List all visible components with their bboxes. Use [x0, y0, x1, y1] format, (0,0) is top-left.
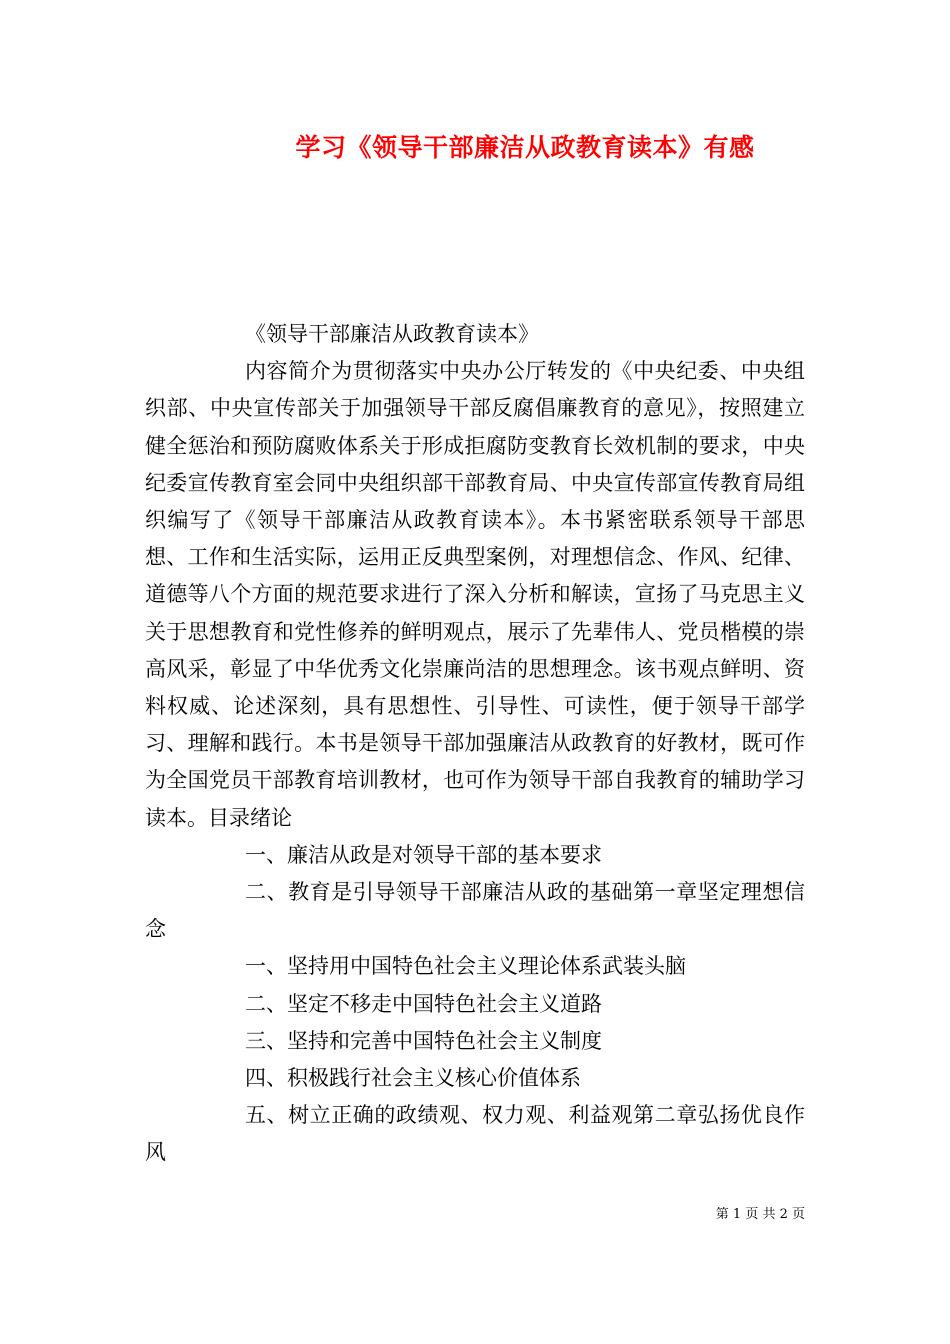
paragraph-book-title: 《领导干部廉洁从政教育读本》 — [245, 322, 539, 346]
toc-item: 三、坚持和完善中国特色社会主义制度 — [245, 1028, 602, 1053]
document-title: 学习《领导干部廉洁从政教育读本》有感 — [295, 133, 755, 162]
toc-item: 四、积极践行社会主义核心价值体系 — [245, 1066, 581, 1091]
page-number-footer: 第 1 页 共 2 页 — [715, 1207, 805, 1222]
toc-item: 一、廉洁从政是对领导干部的基本要求 — [245, 842, 602, 867]
document-body — [145, 316, 805, 1172]
toc-item: 二、坚定不移走中国特色社会主义道路 — [245, 991, 602, 1016]
paragraph-introduction: 内容简介为贯彻落实中央办公厅转发的《中央纪委、中央组织部、中央宣传部关于加强领导干部反腐倡廉教育的意见》，按照建立健全惩治和预防腐败体系关于形成拒腐防变教育长效机制的要求，中央纪委宣传教育室会同中央组织部干部教育局、中央宣传部宣传教育局组织编写了《领导干部廉洁从政教育读本》。本书紧密联系领导干部思想、工作和生活实际，运用正反典型案例，对理想信念、作风、纪律、道德等八个方面的规范要求进行了深入分析和解读，宣扬了马克思主义关于思想教育和党性修养的鲜明观点，展示了先辈伟人、党员楷模的崇高风采，彰显了中华优秀文化崇廉尚洁的思想理念。该书观点鲜明、资料权威、论述深刻，具有思想性、引导性、可读性，便于领导干部学习、理解和践行。本书是领导干部加强廉洁从政教育的好教材，既可作为全国党员干部教育培训教材，也可作为领导干部自我教育的辅助学习读本。目录绪论 — [145, 359, 805, 830]
toc-item: 五、树立正确的政绩观、权力观、利益观第二章弘扬优良作风 — [145, 1103, 805, 1165]
toc-item: 一、坚持用中国特色社会主义理论体系武装头脑 — [245, 954, 686, 979]
toc-item: 二、教育是引导领导干部廉洁从政的基础第一章坚定理想信念 — [145, 880, 805, 942]
